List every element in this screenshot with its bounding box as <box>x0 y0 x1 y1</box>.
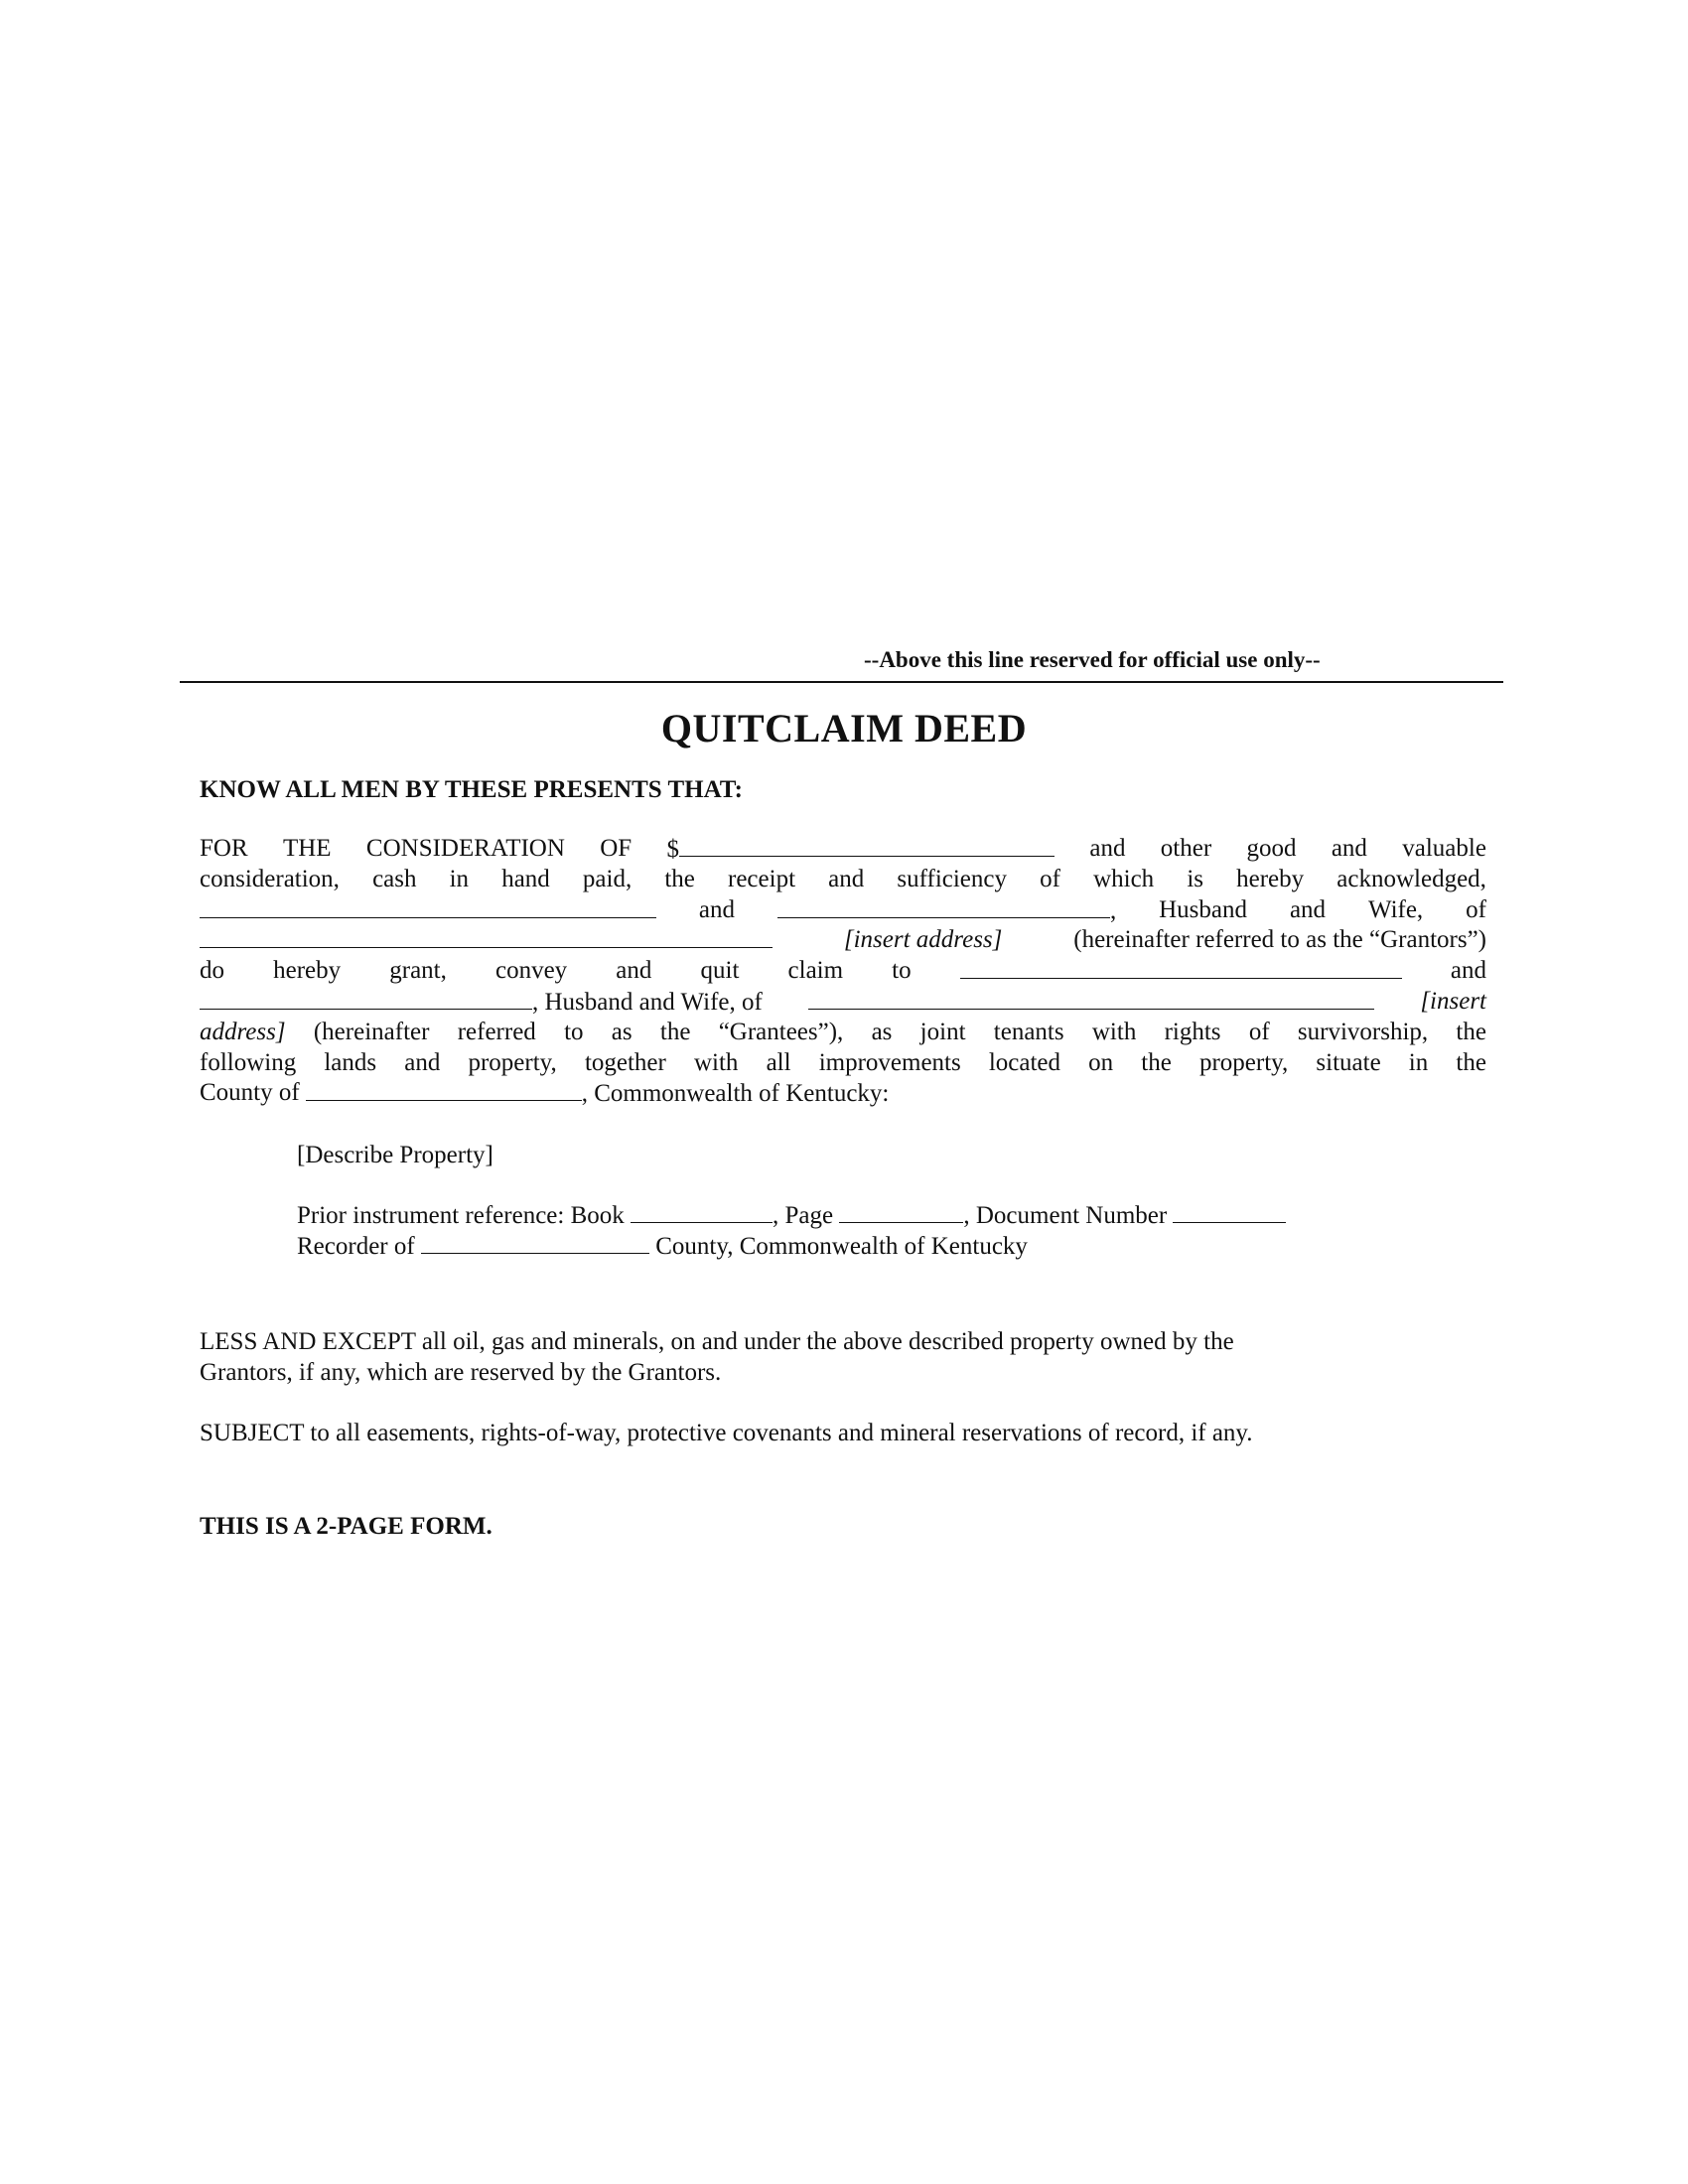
paragraph-line <box>200 1018 1486 1048</box>
paragraph-word: convey <box>494 957 568 985</box>
paragraph-word: THE <box>282 835 332 862</box>
paragraph-word: good <box>1246 835 1297 862</box>
paragraph-word: to <box>892 957 912 985</box>
less-and-except-paragraph <box>200 1326 1486 1388</box>
paragraph-word: hereby <box>273 957 342 985</box>
consideration-amount-blank[interactable] <box>679 834 1055 857</box>
paragraph-word: the <box>1141 1048 1172 1076</box>
paragraph-word: paid, <box>582 865 633 892</box>
paragraph-line <box>200 987 1486 1018</box>
paragraph-word: with <box>693 1048 739 1076</box>
paragraph-word: lands <box>324 1048 377 1076</box>
paragraph-word: the <box>664 865 695 892</box>
paragraph-word: located <box>988 1048 1061 1076</box>
paragraph-word: and <box>1289 895 1327 923</box>
paragraph-word: together <box>584 1048 666 1076</box>
grantee-1-name-blank[interactable] <box>960 956 1402 979</box>
paragraph-line <box>200 925 1486 956</box>
paragraph-word: grant, <box>389 957 447 985</box>
paragraph-word: and <box>1450 957 1486 985</box>
paragraph-word: and <box>404 1048 441 1076</box>
recorder-label: Recorder of <box>297 1233 415 1260</box>
page-blank[interactable] <box>839 1200 963 1223</box>
paragraph-word: improvements <box>818 1048 961 1076</box>
paragraph-word: receipt <box>728 865 796 892</box>
main-paragraph <box>200 834 1486 1109</box>
grantors-definition: (hereinafter referred to as the “Grantors”) <box>1073 926 1486 954</box>
recorder-county-text: County, Commonwealth of Kentucky <box>655 1233 1028 1260</box>
document-title: QUITCLAIM DEED <box>660 706 1028 751</box>
county-name-blank[interactable] <box>306 1078 582 1101</box>
paragraph-word: to <box>564 1018 584 1045</box>
paragraph-word: “Grantees”), <box>718 1018 844 1045</box>
paragraph-word: other <box>1160 835 1212 862</box>
grantee-address-blank[interactable] <box>808 987 1374 1010</box>
paragraph-word: FOR <box>200 835 248 862</box>
prior-instrument-line-1 <box>297 1200 1286 1231</box>
paragraph-word: do <box>200 957 224 985</box>
insert-address-placeholder: address] <box>200 1018 286 1045</box>
paragraph-word: referred <box>457 1018 536 1045</box>
grantor-address-blank[interactable] <box>200 925 773 948</box>
book-label: Prior instrument reference: Book <box>297 1202 625 1229</box>
paragraph-line <box>200 895 1486 926</box>
paragraph-word: hand <box>501 865 550 892</box>
paragraph-word: acknowledged, <box>1336 865 1486 892</box>
paragraph-word: in <box>449 865 470 892</box>
paragraph-word: as <box>871 1018 893 1045</box>
paragraph-word: sufficiency <box>897 865 1007 892</box>
paragraph-word: CONSIDERATION <box>365 835 565 862</box>
paragraph-word: which <box>1093 865 1155 892</box>
official-use-divider <box>180 681 1503 683</box>
paragraph-word: the <box>1456 1018 1486 1045</box>
paragraph-word: OF <box>600 835 633 862</box>
paragraph-word: and <box>828 865 865 892</box>
prior-instrument-line-2 <box>297 1231 1286 1262</box>
document-number-label: , Document Number <box>963 1202 1168 1229</box>
intro-heading: KNOW ALL MEN BY THESE PRESENTS THAT: <box>200 776 743 803</box>
paragraph-word: situate <box>1316 1048 1381 1076</box>
grantor-1-name-blank[interactable] <box>200 895 656 918</box>
paragraph-word: and <box>1089 835 1126 862</box>
paragraph-word: and <box>698 895 736 923</box>
paragraph-line <box>200 865 1486 895</box>
paragraph-word: , <box>1109 896 1117 924</box>
paragraph-text: County of <box>200 1079 300 1107</box>
page-label: , Page <box>773 1202 834 1229</box>
paragraph-word: (hereinafter <box>313 1018 430 1045</box>
paragraph-word: the <box>659 1018 691 1045</box>
paragraph-word: quit <box>700 957 740 985</box>
paragraph-word: as <box>611 1018 633 1045</box>
paragraph-word: claim <box>787 957 844 985</box>
paragraph-word: joint <box>919 1018 966 1045</box>
document-number-blank[interactable] <box>1173 1200 1286 1223</box>
paragraph-word: of <box>1040 865 1060 892</box>
paragraph-line <box>200 834 1486 865</box>
paragraph-text: , Husband and Wife, of <box>532 988 763 1016</box>
paragraph-word: of <box>1248 1018 1270 1045</box>
paragraph-word: property, <box>468 1048 557 1076</box>
grantor-2-name-blank[interactable] <box>777 895 1110 918</box>
paragraph-word: is <box>1187 865 1203 892</box>
paragraph-line <box>200 1078 1486 1109</box>
paragraph-word: property, <box>1198 1048 1289 1076</box>
paragraph-word: Husband <box>1159 895 1248 923</box>
paragraph-word: survivorship, <box>1297 1018 1429 1045</box>
insert-address-placeholder: [insert <box>1420 987 1486 1015</box>
two-page-form-notice: THIS IS A 2-PAGE FORM. <box>200 1513 492 1540</box>
paragraph-word: following <box>200 1048 297 1076</box>
paragraph-word: and <box>616 957 652 985</box>
book-blank[interactable] <box>631 1200 773 1223</box>
paragraph-line <box>200 1048 1486 1079</box>
paragraph-word: in <box>1408 1048 1429 1076</box>
describe-property-placeholder: [Describe Property] <box>297 1142 493 1168</box>
paragraph-text: , Commonwealth of Kentucky: <box>581 1080 890 1108</box>
paragraph-word: tenants <box>993 1018 1064 1045</box>
paragraph-word: hereby <box>1236 865 1305 892</box>
paragraph-line <box>200 956 1486 987</box>
paragraph-word: consideration, <box>200 865 340 892</box>
less-and-except-line-1: LESS AND EXCEPT all oil, gas and minerals, on and under the above described property owned by the <box>200 1328 1234 1355</box>
recorder-county-blank[interactable] <box>421 1231 649 1254</box>
official-use-note: --Above this line reserved for official use only-- <box>864 647 1321 672</box>
less-and-except-line-2: Grantors, if any, which are reserved by the Grantors. <box>200 1359 722 1386</box>
insert-address-placeholder: [insert address] <box>843 926 1003 954</box>
paragraph-word: on <box>1088 1048 1114 1076</box>
paragraph-word: cash <box>372 865 417 892</box>
paragraph-word: all <box>766 1048 791 1076</box>
grantee-2-name-blank[interactable] <box>200 987 532 1010</box>
paragraph-word: and <box>1331 835 1367 862</box>
paragraph-word: Wife, <box>1367 895 1424 923</box>
paragraph-word: with <box>1091 1018 1137 1045</box>
paragraph-word: valuable <box>1402 835 1486 862</box>
paragraph-word: the <box>1456 1048 1486 1076</box>
prior-instrument-reference <box>297 1200 1286 1262</box>
paragraph-word: of <box>1466 895 1486 923</box>
paragraph-word: rights <box>1164 1018 1221 1045</box>
subject-to-paragraph: SUBJECT to all easements, rights-of-way, protective covenants and mineral reservations of record, if any. <box>200 1420 1253 1446</box>
dollar-sign: $ <box>666 836 680 863</box>
